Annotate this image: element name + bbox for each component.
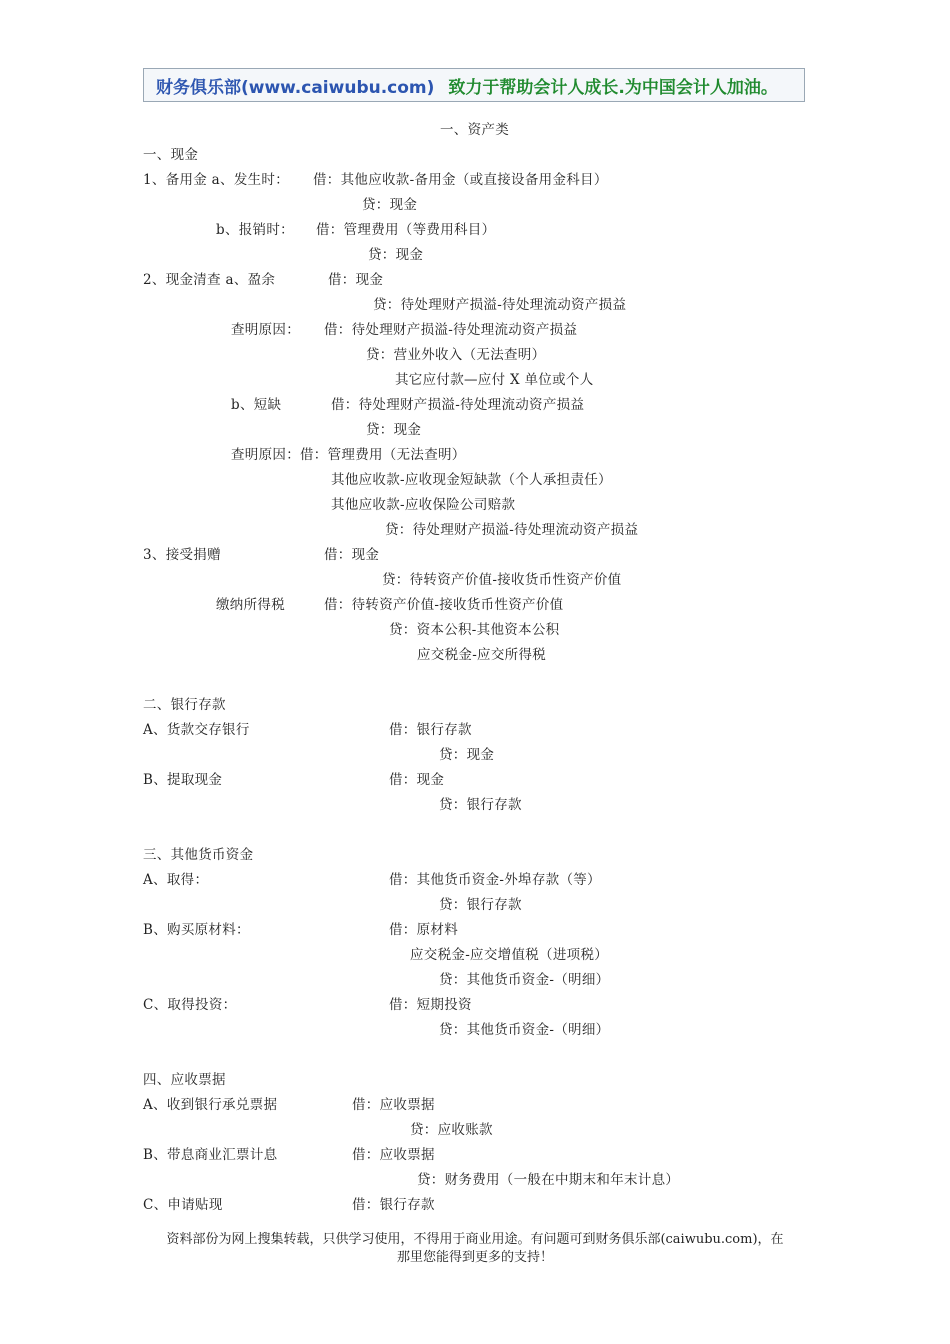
- entry-label: A、货款交存银行: [143, 722, 250, 738]
- entry-label: 查明原因：: [231, 322, 300, 338]
- entry-label: B、提取现金: [143, 772, 223, 788]
- entry-debit: 借：待处理财产损溢-待处理流动资产损益: [331, 397, 585, 413]
- entry-label: A、取得：: [143, 872, 209, 888]
- entry-credit: 贷：财务费用（一般在中期末和年末计息）: [417, 1172, 680, 1188]
- entry-debit: 借：待处理财产损溢-待处理流动资产损益: [324, 322, 578, 338]
- footer-note-line2: 那里您能得到更多的支持！: [396, 1250, 553, 1265]
- entry-credit: 贷：现金: [439, 747, 495, 763]
- entry-label: b、报销时：: [216, 222, 294, 238]
- entry-label: 1、备用金 a、发生时：: [143, 172, 290, 188]
- entry-label: 2、现金清查 a、盈余: [143, 272, 276, 288]
- entry-debit: 借：其他货币资金-外埠存款（等）: [389, 872, 601, 888]
- entry-debit: 借：银行存款: [352, 1197, 435, 1213]
- entry-label: C、申请贴现: [143, 1197, 223, 1213]
- entry-credit: 贷：其他货币资金-（明细）: [439, 972, 610, 988]
- section-heading: 二、银行存款: [143, 697, 226, 713]
- banner-slogan: 致力于帮助会计人成长.为中国会计人加油。: [448, 77, 778, 98]
- entry-debit: 借：应收票据: [352, 1147, 435, 1163]
- entry-credit: 贷：待处理财产损溢-待处理流动资产损益: [385, 522, 639, 538]
- entry-label: A、收到银行承兑票据: [143, 1097, 278, 1113]
- header-banner: [143, 68, 805, 102]
- entry-debit-cont: 其他应收款-应收保险公司赔款: [331, 497, 516, 513]
- section-heading: 四、应收票据: [143, 1072, 226, 1088]
- entry-credit: 贷：营业外收入（无法查明）: [366, 347, 546, 363]
- entry-label: 缴纳所得税: [216, 597, 285, 613]
- entry-credit: 贷：其他货币资金-（明细）: [439, 1022, 610, 1038]
- entry-debit-cont: 应交税金-应交增值税（进项税）: [410, 947, 609, 963]
- footer-note-line1: 资料部份为网上搜集转载，只供学习使用，不得用于商业用途。有问题可到财务俱乐部(caiwubu.com)，在: [166, 1232, 784, 1247]
- entry-credit-cont: 其它应付款—应付 X 单位或个人: [395, 372, 594, 388]
- section-heading: 三、其他货币资金: [143, 847, 254, 863]
- entry-label: b、短缺: [231, 397, 282, 413]
- entry-label: 3、接受捐赠: [143, 547, 221, 563]
- entry-credit: 贷：应收账款: [410, 1122, 493, 1138]
- entry-debit: 借：管理费用（等费用科目）: [316, 222, 496, 238]
- entry-debit: 借：应收票据: [352, 1097, 435, 1113]
- entry-credit-cont: 应交税金-应交所得税: [417, 647, 547, 663]
- entry-credit: 贷：银行存款: [439, 797, 522, 813]
- entry-debit-cont: 其他应收款-应收现金短缺款（个人承担责任）: [331, 472, 612, 488]
- entry-debit: 借：其他应收款-备用金（或直接设备用金科目）: [313, 172, 608, 188]
- entry-debit: 借：现金: [324, 547, 380, 563]
- entry-credit: 贷：待处理财产损溢-待处理流动资产损益: [373, 297, 627, 313]
- entry-label: C、取得投资：: [143, 997, 237, 1013]
- entry-label: B、购买原材料：: [143, 922, 250, 938]
- entry-debit: 借：现金: [389, 772, 445, 788]
- entry-label: B、带息商业汇票计息: [143, 1147, 278, 1163]
- entry-credit: 贷：现金: [366, 422, 422, 438]
- entry-debit: 借：短期投资: [389, 997, 472, 1013]
- entry-credit: 贷：现金: [362, 197, 418, 213]
- section-heading: 一、现金: [143, 147, 199, 163]
- entry-credit: 贷：资本公积-其他资本公积: [389, 622, 560, 638]
- entry-debit: 查明原因：借：管理费用（无法查明）: [231, 447, 466, 463]
- entry-credit: 贷：待转资产价值-接收货币性资产价值: [382, 572, 622, 588]
- entry-credit: 贷：银行存款: [439, 897, 522, 913]
- entry-credit: 贷：现金: [368, 247, 424, 263]
- document-title: 一、资产类: [440, 122, 509, 138]
- entry-debit: 借：原材料: [389, 922, 458, 938]
- banner-brand: 财务俱乐部(www.caiwubu.com): [156, 77, 435, 98]
- entry-debit: 借：银行存款: [389, 722, 472, 738]
- entry-debit: 借：现金: [328, 272, 384, 288]
- entry-debit: 借：待转资产价值-接收货币性资产价值: [324, 597, 564, 613]
